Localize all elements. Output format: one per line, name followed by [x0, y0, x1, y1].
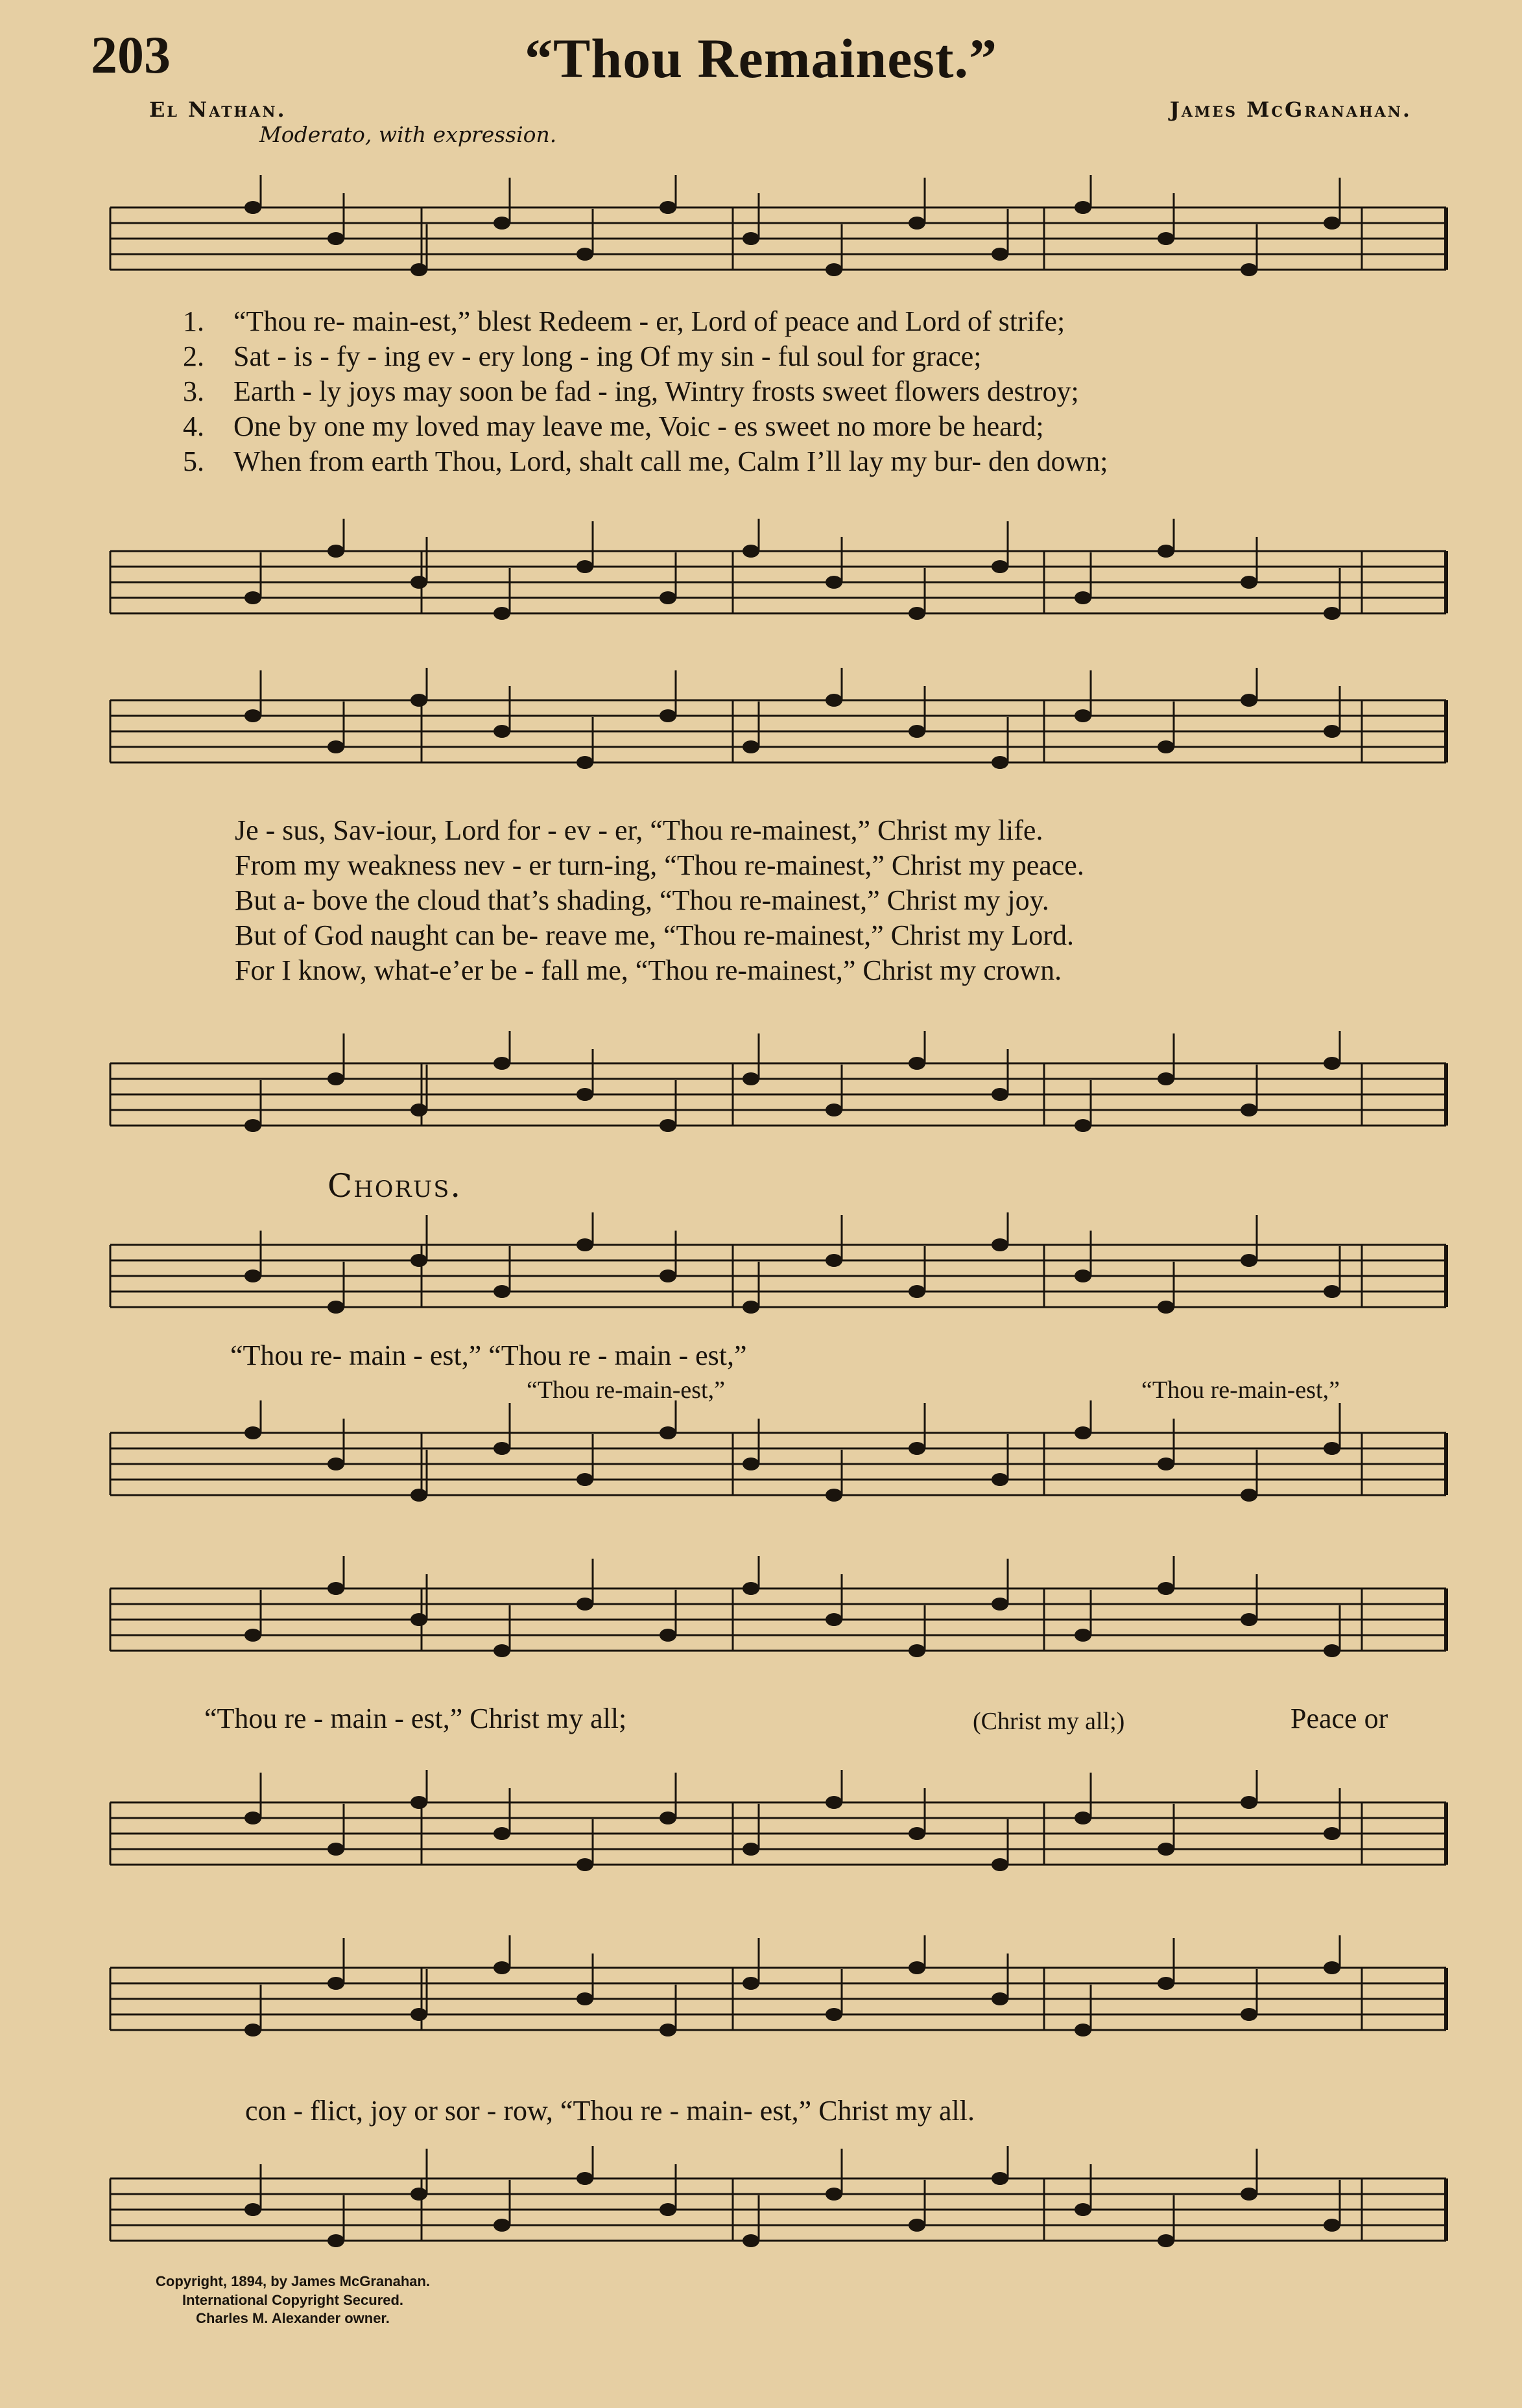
note-head — [327, 740, 344, 753]
note-head — [743, 545, 759, 558]
note-head — [244, 1119, 261, 1132]
note-head — [493, 607, 510, 620]
note-head — [410, 263, 427, 276]
note-head — [743, 1072, 759, 1085]
note-head — [493, 1961, 510, 1974]
note-head — [743, 2234, 759, 2247]
note-head — [1075, 1119, 1091, 1132]
note-head — [660, 591, 676, 604]
note-head — [327, 1977, 344, 1990]
bass-staff-chorus-2 — [97, 1770, 1459, 1900]
note-head — [244, 2024, 261, 2036]
note-head — [743, 1843, 759, 1856]
note-head — [327, 232, 344, 245]
bass-staff-chorus-1 — [97, 1400, 1459, 1530]
note-head — [410, 1489, 427, 1502]
verse-refrain-line-2: From my weakness nev - er turn-ing, “Thou re-mainest,” Christ my peace. — [235, 849, 1084, 881]
note-head — [992, 1992, 1008, 2005]
note-head — [244, 1629, 261, 1642]
note-head — [909, 2219, 925, 2232]
note-head — [410, 1613, 427, 1626]
note-head — [1075, 2203, 1091, 2216]
note-head — [992, 1238, 1008, 1251]
note-head — [826, 1254, 842, 1267]
note-head — [909, 607, 925, 620]
note-head — [577, 1238, 593, 1251]
note-head — [410, 1796, 427, 1809]
note-head — [1241, 2188, 1257, 2201]
note-head — [410, 2188, 427, 2201]
note-head — [1158, 1072, 1174, 1085]
note-head — [327, 545, 344, 558]
note-head — [1075, 201, 1091, 214]
chorus-bass-lyric-b: “Thou re-main-est,” — [1141, 1376, 1340, 1404]
note-head — [660, 1629, 676, 1642]
note-head — [1324, 1644, 1340, 1657]
note-head — [1324, 607, 1340, 620]
note-head — [493, 1285, 510, 1298]
verse-line-5: 5. When from earth Thou, Lord, shalt call me, Calm I’ll lay my bur- den down; — [183, 445, 1108, 477]
note-head — [992, 248, 1008, 261]
note-head — [826, 576, 842, 589]
treble-staff-system-2 — [97, 668, 1459, 797]
note-head — [1324, 1961, 1340, 1974]
note-head — [1158, 545, 1174, 558]
note-head — [992, 560, 1008, 573]
verse-refrain-line-3: But a- bove the cloud that’s shading, “Thou re-mainest,” Christ my joy. — [235, 884, 1049, 916]
note-head — [743, 1458, 759, 1470]
note-head — [1158, 1977, 1174, 1990]
note-head — [992, 2172, 1008, 2185]
note-head — [493, 1442, 510, 1455]
note-head — [1324, 1827, 1340, 1840]
note-head — [1241, 1254, 1257, 1267]
note-head — [1158, 1458, 1174, 1470]
note-head — [1241, 1613, 1257, 1626]
note-head — [1075, 709, 1091, 722]
note-head — [992, 1598, 1008, 1611]
note-head — [992, 756, 1008, 769]
tempo-marking: Moderato, with expression. — [259, 122, 557, 147]
note-head — [244, 591, 261, 604]
note-head — [826, 2188, 842, 2201]
note-head — [1075, 1629, 1091, 1642]
chorus-lyric-2: “Thou re - main - est,” Christ my all; — [204, 1703, 627, 1734]
note-head — [826, 1489, 842, 1502]
note-head — [992, 1473, 1008, 1486]
chorus-bass-lyric-a: “Thou re-main-est,” — [527, 1376, 725, 1404]
note-head — [743, 1582, 759, 1595]
treble-staff-system-1 — [97, 175, 1459, 305]
note-head — [244, 1812, 261, 1824]
note-head — [909, 1285, 925, 1298]
bass-staff-system-2 — [97, 1031, 1459, 1161]
note-head — [660, 2203, 676, 2216]
note-head — [826, 694, 842, 707]
chorus-label: Chorus. — [327, 1167, 462, 1205]
note-head — [992, 1858, 1008, 1871]
note-head — [577, 560, 593, 573]
note-head — [493, 725, 510, 738]
note-head — [410, 694, 427, 707]
note-head — [743, 232, 759, 245]
note-head — [577, 1598, 593, 1611]
note-head — [1241, 576, 1257, 589]
note-head — [660, 1119, 676, 1132]
note-head — [1075, 1812, 1091, 1824]
note-head — [1241, 2008, 1257, 2021]
note-head — [826, 1104, 842, 1116]
note-head — [244, 1426, 261, 1439]
verse-line-2: 2. Sat - is - fy - ing ev - ery long - ing Of my sin - ful soul for grace; — [183, 340, 982, 372]
author-credit: El Nathan. — [149, 97, 287, 122]
note-head — [1075, 1426, 1091, 1439]
note-head — [743, 740, 759, 753]
note-head — [1158, 1301, 1174, 1314]
note-head — [743, 1301, 759, 1314]
note-head — [1324, 1057, 1340, 1070]
note-head — [1158, 740, 1174, 753]
note-head — [244, 1269, 261, 1282]
hymn-title: “Thou Remainest.” — [525, 27, 997, 89]
note-head — [577, 756, 593, 769]
note-head — [1241, 1104, 1257, 1116]
chorus-echo-lyric: (Christ my all;) — [973, 1708, 1125, 1735]
note-head — [743, 1977, 759, 1990]
copyright-line-2: International Copyright Secured. — [182, 2291, 404, 2308]
treble-staff-chorus-2 — [97, 1556, 1459, 1686]
note-head — [1241, 1489, 1257, 1502]
verse-refrain-line-5: For I know, what-e’er be - fall me, “Thou re-mainest,” Christ my crown. — [235, 954, 1062, 986]
note-head — [327, 1843, 344, 1856]
note-head — [327, 1301, 344, 1314]
note-head — [327, 1582, 344, 1595]
note-head — [909, 217, 925, 230]
note-head — [327, 1458, 344, 1470]
bass-staff-system-1 — [97, 519, 1459, 648]
note-head — [660, 2024, 676, 2036]
note-head — [410, 1104, 427, 1116]
note-head — [244, 709, 261, 722]
note-head — [410, 576, 427, 589]
note-head — [577, 1858, 593, 1871]
note-head — [1158, 232, 1174, 245]
note-head — [493, 1827, 510, 1840]
chorus-lyric-1: “Thou re- main - est,” “Thou re - main - est,” — [230, 1340, 747, 1371]
note-head — [1324, 1285, 1340, 1298]
note-head — [909, 1644, 925, 1657]
note-head — [909, 1442, 925, 1455]
note-head — [577, 2172, 593, 2185]
note-head — [577, 248, 593, 261]
composer-credit: James McGranahan. — [1169, 97, 1412, 122]
note-head — [1324, 1442, 1340, 1455]
verse-line-4: 4. One by one my loved may leave me, Voic - es sweet no more be heard; — [183, 410, 1044, 442]
verse-line-3: 3. Earth - ly joys may soon be fad - ing, Wintry frosts sweet flowers destroy; — [183, 375, 1079, 407]
note-head — [1075, 2024, 1091, 2036]
copyright-line-1: Copyright, 1894, by James McGranahan. — [156, 2273, 431, 2289]
verse-line-1: 1. “Thou re- main-est,” blest Redeem - er, Lord of peace and Lord of strife; — [183, 305, 1065, 337]
note-head — [909, 1827, 925, 1840]
bass-staff-chorus-3 — [97, 2146, 1459, 2276]
note-head — [909, 1057, 925, 1070]
note-head — [493, 2219, 510, 2232]
note-head — [660, 709, 676, 722]
chorus-lyric-2-end: Peace or — [1290, 1703, 1388, 1734]
note-head — [577, 1473, 593, 1486]
note-head — [909, 1961, 925, 1974]
note-head — [244, 201, 261, 214]
note-head — [660, 201, 676, 214]
note-head — [244, 2203, 261, 2216]
note-head — [1158, 2234, 1174, 2247]
note-head — [660, 1426, 676, 1439]
note-head — [577, 1992, 593, 2005]
copyright-notice — [156, 2272, 430, 2328]
note-head — [327, 1072, 344, 1085]
note-head — [909, 725, 925, 738]
note-head — [660, 1812, 676, 1824]
note-head — [826, 263, 842, 276]
verse-refrain-line-4: But of God naught can be- reave me, “Thou re-mainest,” Christ my Lord. — [235, 919, 1074, 951]
note-head — [410, 1254, 427, 1267]
note-head — [826, 2008, 842, 2021]
note-head — [577, 1088, 593, 1101]
note-head — [327, 2234, 344, 2247]
note-head — [1324, 217, 1340, 230]
note-head — [826, 1796, 842, 1809]
note-head — [992, 1088, 1008, 1101]
chorus-lyric-3: con - flict, joy or sor - row, “Thou re - main- est,” Christ my all. — [245, 2095, 975, 2127]
note-head — [493, 1644, 510, 1657]
note-head — [1241, 694, 1257, 707]
hymn-number: 203 — [91, 25, 171, 84]
treble-staff-chorus-1 — [97, 1212, 1459, 1342]
note-head — [1241, 1796, 1257, 1809]
note-head — [493, 217, 510, 230]
note-head — [1241, 263, 1257, 276]
note-head — [410, 2008, 427, 2021]
note-head — [1075, 591, 1091, 604]
verse-refrain-line-1: Je - sus, Sav-iour, Lord for - ev - er, “Thou re-mainest,” Christ my life. — [235, 814, 1043, 846]
note-head — [826, 1613, 842, 1626]
copyright-line-3: Charles M. Alexander owner. — [196, 2310, 390, 2327]
note-head — [1158, 1843, 1174, 1856]
treble-staff-chorus-3 — [97, 1935, 1459, 2065]
note-head — [660, 1269, 676, 1282]
note-head — [1324, 2219, 1340, 2232]
note-head — [493, 1057, 510, 1070]
note-head — [1075, 1269, 1091, 1282]
note-head — [1158, 1582, 1174, 1595]
note-head — [1324, 725, 1340, 738]
